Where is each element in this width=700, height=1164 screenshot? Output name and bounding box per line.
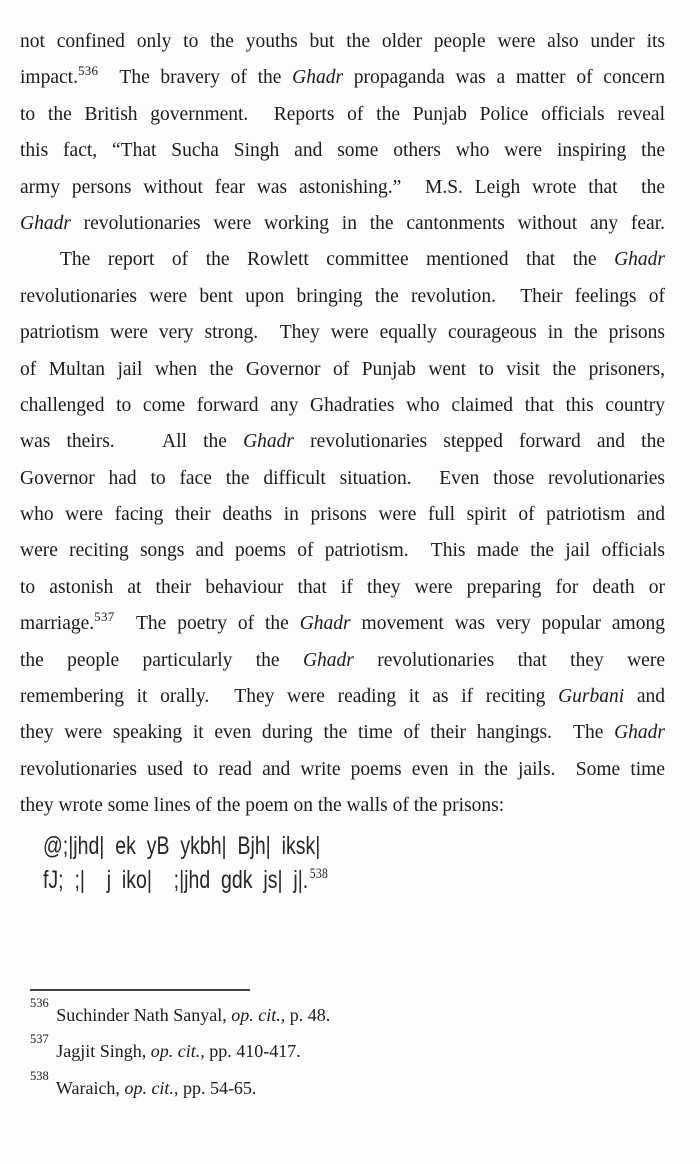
body-line bbox=[20, 788, 665, 824]
footnote-marker: 536 bbox=[30, 996, 49, 1010]
italic-text: Ghadr bbox=[292, 67, 344, 89]
text-run: army persons without fear was astonishing.” M.S. Leigh wrote that the bbox=[20, 176, 665, 198]
text-run: pp. 410-417. bbox=[204, 1041, 301, 1062]
gurmukhi-legacy-text: fJ; ;| j iko| ;|jhd gdk js| j|. $^{538}$ bbox=[43, 865, 329, 894]
text-run: of Multan jail when the Governor of Punjab went to visit the prisoners, bbox=[20, 358, 665, 380]
body-line bbox=[20, 424, 665, 460]
text-run: propaganda was a matter of concern bbox=[343, 67, 665, 89]
italic-text: Ghadr bbox=[243, 431, 295, 453]
text-run: revolutionaries were working in the cantonments without any fear. bbox=[70, 212, 665, 234]
body-line bbox=[20, 315, 665, 351]
footnote-section bbox=[0, 989, 700, 1107]
body-line bbox=[20, 24, 665, 60]
gurmukhi-legacy-text: @;|jhd| ek yB ykbh| Bjh| iksk| bbox=[43, 831, 321, 860]
text-run: The bravery of the bbox=[98, 67, 293, 89]
body-line bbox=[20, 60, 665, 96]
text-run: the people particularly the bbox=[20, 649, 303, 671]
body-line bbox=[20, 279, 665, 315]
footnote-item bbox=[30, 997, 700, 1034]
text-run: who were facing their deaths in prisons were full spirit of patriotism and bbox=[20, 504, 665, 526]
body-line bbox=[20, 533, 665, 569]
text-run: Suchinder Nath Sanyal, bbox=[51, 1004, 232, 1025]
body-line bbox=[20, 242, 665, 278]
text-run: not confined only to the youths but the older people were also under its bbox=[20, 31, 665, 52]
body-line bbox=[20, 606, 665, 642]
text-run: Waraich, bbox=[51, 1077, 125, 1098]
text-run: and bbox=[624, 686, 665, 708]
text-run: movement was very popular among bbox=[350, 613, 665, 635]
italic-text: op. cit., bbox=[150, 1041, 205, 1062]
body-line bbox=[20, 97, 665, 133]
body-line bbox=[20, 206, 665, 242]
text-run: pp. 54-65. bbox=[178, 1077, 257, 1098]
body-line bbox=[20, 497, 665, 533]
poem bbox=[43, 829, 700, 897]
italic-text: op. cit., bbox=[124, 1077, 179, 1098]
body-line bbox=[20, 461, 665, 497]
text-run: to the British government. Reports of the Punjab Police officials reveal bbox=[20, 103, 665, 125]
italic-text: Ghadr bbox=[614, 722, 665, 744]
text-run: Jagjit Singh, bbox=[51, 1041, 151, 1062]
body-line bbox=[20, 352, 665, 388]
body-line bbox=[20, 388, 665, 424]
poem-line bbox=[43, 863, 700, 897]
text-run: Governor had to face the difficult situation. Even those revolutionaries bbox=[20, 467, 665, 489]
italic-text: op. cit., bbox=[231, 1004, 286, 1025]
poem-line bbox=[43, 829, 700, 863]
text-run: revolutionaries that they were bbox=[353, 649, 665, 671]
footnote-separator bbox=[30, 989, 250, 991]
text-run: patriotism were very strong. They were equally courageous in the prisons bbox=[20, 322, 665, 344]
text-run: The poetry of the bbox=[114, 613, 300, 635]
text-run: were reciting songs and poems of patriotism. This made the jail officials bbox=[20, 540, 665, 562]
body-line bbox=[20, 133, 665, 169]
body-line bbox=[20, 679, 665, 715]
text-run: impact. bbox=[20, 67, 78, 89]
footnote-ref: 538 bbox=[309, 865, 329, 882]
body-line bbox=[20, 643, 665, 679]
footnote-item bbox=[30, 1033, 700, 1070]
footnote-item bbox=[30, 1070, 700, 1107]
text-run: was theirs. All the bbox=[20, 431, 244, 453]
italic-text: Gurbani bbox=[558, 686, 625, 708]
text-run: challenged to come forward any Ghadraties who claimed that this country bbox=[20, 394, 665, 416]
text-run: revolutionaries used to read and write poems even in the jails. Some time bbox=[20, 758, 665, 780]
text-run: this fact, “That Sucha Singh and some others who were inspiring the bbox=[20, 140, 665, 162]
footnote-ref: 536 bbox=[77, 63, 99, 79]
text-run: marriage. bbox=[20, 613, 95, 635]
body-line bbox=[20, 715, 665, 751]
body-line bbox=[20, 570, 665, 606]
text-run: revolutionaries stepped forward and the bbox=[294, 431, 665, 453]
text-run: The report of the Rowlett committee mentioned that the bbox=[60, 249, 615, 271]
italic-text: Ghadr bbox=[614, 249, 665, 271]
body-line bbox=[20, 752, 665, 788]
footnote-marker: 538 bbox=[30, 1069, 49, 1083]
italic-text: Ghadr bbox=[302, 649, 354, 671]
italic-text: Ghadr bbox=[299, 613, 351, 635]
text-run: revolutionaries were bent upon bringing the revolution. Their feelings of bbox=[20, 285, 665, 307]
text-run: to astonish at their behaviour that if they were preparing for death or bbox=[20, 576, 665, 598]
text-run: remembering it orally. They were reading it as if reciting bbox=[20, 686, 559, 708]
text-run: they were speaking it even during the time of their hangings. The bbox=[20, 722, 615, 744]
footnote-marker: 537 bbox=[30, 1033, 49, 1047]
text-run: p. 48. bbox=[285, 1004, 331, 1025]
body-line bbox=[20, 170, 665, 206]
italic-text: Ghadr bbox=[20, 212, 71, 234]
footnote-list bbox=[30, 997, 700, 1107]
footnote-ref: 537 bbox=[94, 609, 115, 625]
text-run: they wrote some lines of the poem on the walls of the prisons: bbox=[20, 795, 505, 817]
